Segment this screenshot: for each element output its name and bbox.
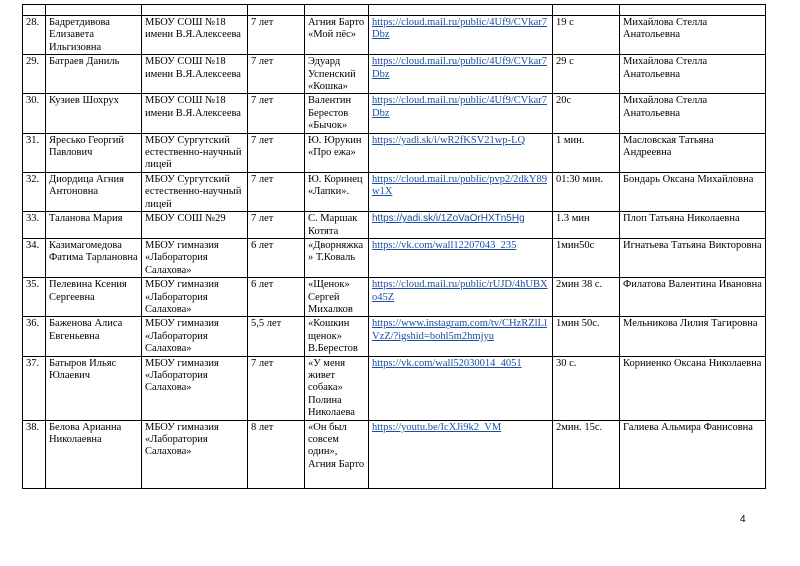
- video-link[interactable]: https://yadi.sk/i/1ZoVaOrHXTn5Hg: [372, 213, 525, 225]
- duration: 30 с.: [553, 356, 620, 420]
- teacher: Игнатьева Татьяна Викторовна: [620, 238, 766, 277]
- school: МБОУ СОШ №18 имени В.Я.Алексеева: [142, 16, 248, 55]
- video-link[interactable]: https://www.instagram.com/tv/CHzRZlLlVzZ/?igshid=bohl5m2hmjyu: [372, 318, 547, 342]
- work-title: С. Маршак Котята: [305, 212, 369, 239]
- duration: 1мин 50с.: [553, 317, 620, 356]
- table-row-blank-top: [23, 5, 766, 16]
- work-title: «Щенок» Сергей Михалков: [305, 278, 369, 317]
- school: МБОУ СОШ №18 имени В.Я.Алексеева: [142, 55, 248, 94]
- link-cell: [369, 16, 553, 55]
- participant-name: Яресько Георгий Павлович: [46, 133, 142, 172]
- table-body: [23, 5, 766, 489]
- age: 7 лет: [248, 94, 305, 133]
- school: МБОУ Сургутский естественно-научный лицей: [142, 133, 248, 172]
- row-number: 33.: [23, 212, 46, 239]
- video-link[interactable]: https://yadi.sk/i/wR2fKSV21wp-LQ: [372, 134, 526, 146]
- teacher: Михайлова Стелла Анатольевна: [620, 16, 766, 55]
- row-number: 29.: [23, 55, 46, 94]
- age: 7 лет: [248, 212, 305, 239]
- school: МБОУ СОШ №29: [142, 212, 248, 239]
- duration: 20с: [553, 94, 620, 133]
- teacher: Михайлова Стелла Анатольевна: [620, 94, 766, 133]
- video-link[interactable]: https://vk.com/wall52030014_4051: [372, 357, 522, 369]
- video-link[interactable]: https://cloud.mail.ru/public/4Uf9/CVkar7Dbz: [372, 56, 547, 80]
- table-row: [23, 133, 766, 172]
- work-title: «Он был совсем один», Агния Барто: [305, 420, 369, 488]
- table-row: [23, 317, 766, 356]
- participant-name: Белова Арианна Николаевна: [46, 420, 142, 488]
- work-title: Агния Барто «Мой пёс»: [305, 16, 369, 55]
- video-link[interactable]: https://cloud.mail.ru/public/4Uf9/CVkar7Dbz: [372, 17, 547, 41]
- teacher: Корниенко Оксана Николаевна: [620, 356, 766, 420]
- participant-name: Батраев Даниль: [46, 55, 142, 94]
- age: 6 лет: [248, 238, 305, 277]
- school: МБОУ гимназия «Лаборатория Салахова»: [142, 317, 248, 356]
- table-row: [23, 94, 766, 133]
- table-row: [23, 420, 766, 488]
- school: МБОУ гимназия «Лаборатория Салахова»: [142, 238, 248, 277]
- video-link[interactable]: https://cloud.mail.ru/public/rUJD/4hUBXo45Z: [372, 279, 548, 303]
- age: 7 лет: [248, 172, 305, 211]
- duration: 2мин. 15с.: [553, 420, 620, 488]
- table-row: [23, 55, 766, 94]
- duration: 1мин50с: [553, 238, 620, 277]
- participants-table: [22, 4, 766, 489]
- teacher: Мельникова Лилия Тагировна: [620, 317, 766, 356]
- link-cell: [369, 278, 553, 317]
- table-row: [23, 356, 766, 420]
- row-number: 34.: [23, 238, 46, 277]
- school: МБОУ гимназия «Лаборатория Салахова»: [142, 356, 248, 420]
- age: 6 лет: [248, 278, 305, 317]
- duration: 19 с: [553, 16, 620, 55]
- work-title: Эдуард Успенский «Кошка»: [305, 55, 369, 94]
- link-cell: [369, 172, 553, 211]
- school: МБОУ гимназия «Лаборатория Салахова»: [142, 278, 248, 317]
- participant-name: Бадретдивова Елизавета Ильгизовна: [46, 16, 142, 55]
- age: 7 лет: [248, 16, 305, 55]
- participant-name: Баженова Алиса Евгеньевна: [46, 317, 142, 356]
- duration: 01:30 мин.: [553, 172, 620, 211]
- table-row: [23, 172, 766, 211]
- row-number: 37.: [23, 356, 46, 420]
- video-link[interactable]: https://cloud.mail.ru/public/pvp2/2dkY89w1X: [372, 173, 547, 198]
- row-number: 28.: [23, 16, 46, 55]
- age: 7 лет: [248, 55, 305, 94]
- work-title: «Кошкин щенок» В.Берестов: [305, 317, 369, 356]
- row-number: 31.: [23, 133, 46, 172]
- work-title: Ю. Коринец «Лапки».: [305, 172, 369, 211]
- video-link[interactable]: https://vk.com/wall12207043_235: [372, 239, 517, 251]
- link-cell: [369, 94, 553, 133]
- age: 7 лет: [248, 133, 305, 172]
- school: МБОУ гимназия «Лаборатория Салахова»: [142, 420, 248, 488]
- row-number: 30.: [23, 94, 46, 133]
- work-title: Ю. Юрукин «Про ежа»: [305, 133, 369, 172]
- table-row: [23, 278, 766, 317]
- participant-name: Пелевина Ксения Сергеевна: [46, 278, 142, 317]
- teacher: Михайлова Стелла Анатольевна: [620, 55, 766, 94]
- teacher: Масловская Татьяна Андреевна: [620, 133, 766, 172]
- row-number: 32.: [23, 172, 46, 211]
- link-cell: [369, 238, 553, 277]
- link-cell: [369, 420, 553, 488]
- teacher: Филатова Валентина Ивановна: [620, 278, 766, 317]
- duration: 2мин 38 с.: [553, 278, 620, 317]
- duration: 1 мин.: [553, 133, 620, 172]
- video-link[interactable]: https://youtu.be/IcXJi9k2_VM: [372, 421, 502, 433]
- page-number: 4: [740, 514, 746, 525]
- age: 7 лет: [248, 356, 305, 420]
- teacher: Галиева Альмира Фанисовна: [620, 420, 766, 488]
- participant-name: Таланова Мария: [46, 212, 142, 239]
- age: 8 лет: [248, 420, 305, 488]
- link-cell: [369, 55, 553, 94]
- participant-name: Казимагомедова Фатима Тарлановна: [46, 238, 142, 277]
- work-title: «Дворняжка» Т.Коваль: [305, 238, 369, 277]
- work-title: «У меня живет собака» Полина Николаева: [305, 356, 369, 420]
- duration: 1.3 мин: [553, 212, 620, 239]
- table-row: [23, 238, 766, 277]
- table-row: [23, 16, 766, 55]
- link-cell: [369, 317, 553, 356]
- school: МБОУ Сургутский естественно-научный лицей: [142, 172, 248, 211]
- school: МБОУ СОШ №18 имени В.Я.Алексеева: [142, 94, 248, 133]
- participant-name: Кузиев Шохрух: [46, 94, 142, 133]
- video-link[interactable]: https://cloud.mail.ru/public/4Uf9/CVkar7Dbz: [372, 95, 547, 119]
- work-title: Валентин Берестов «Бычок»: [305, 94, 369, 133]
- teacher: Бондарь Оксана Михайловна: [620, 172, 766, 211]
- link-cell: [369, 212, 553, 239]
- link-cell: [369, 356, 553, 420]
- row-number: 35.: [23, 278, 46, 317]
- participant-name: Диордица Агния Антоновна: [46, 172, 142, 211]
- table-row: [23, 212, 766, 239]
- age: 5,5 лет: [248, 317, 305, 356]
- participant-name: Батыров Ильяс Юлаевич: [46, 356, 142, 420]
- teacher: Плоп Татьяна Николаевна: [620, 212, 766, 239]
- row-number: 36.: [23, 317, 46, 356]
- link-cell: [369, 133, 553, 172]
- row-number: 38.: [23, 420, 46, 488]
- duration: 29 с: [553, 55, 620, 94]
